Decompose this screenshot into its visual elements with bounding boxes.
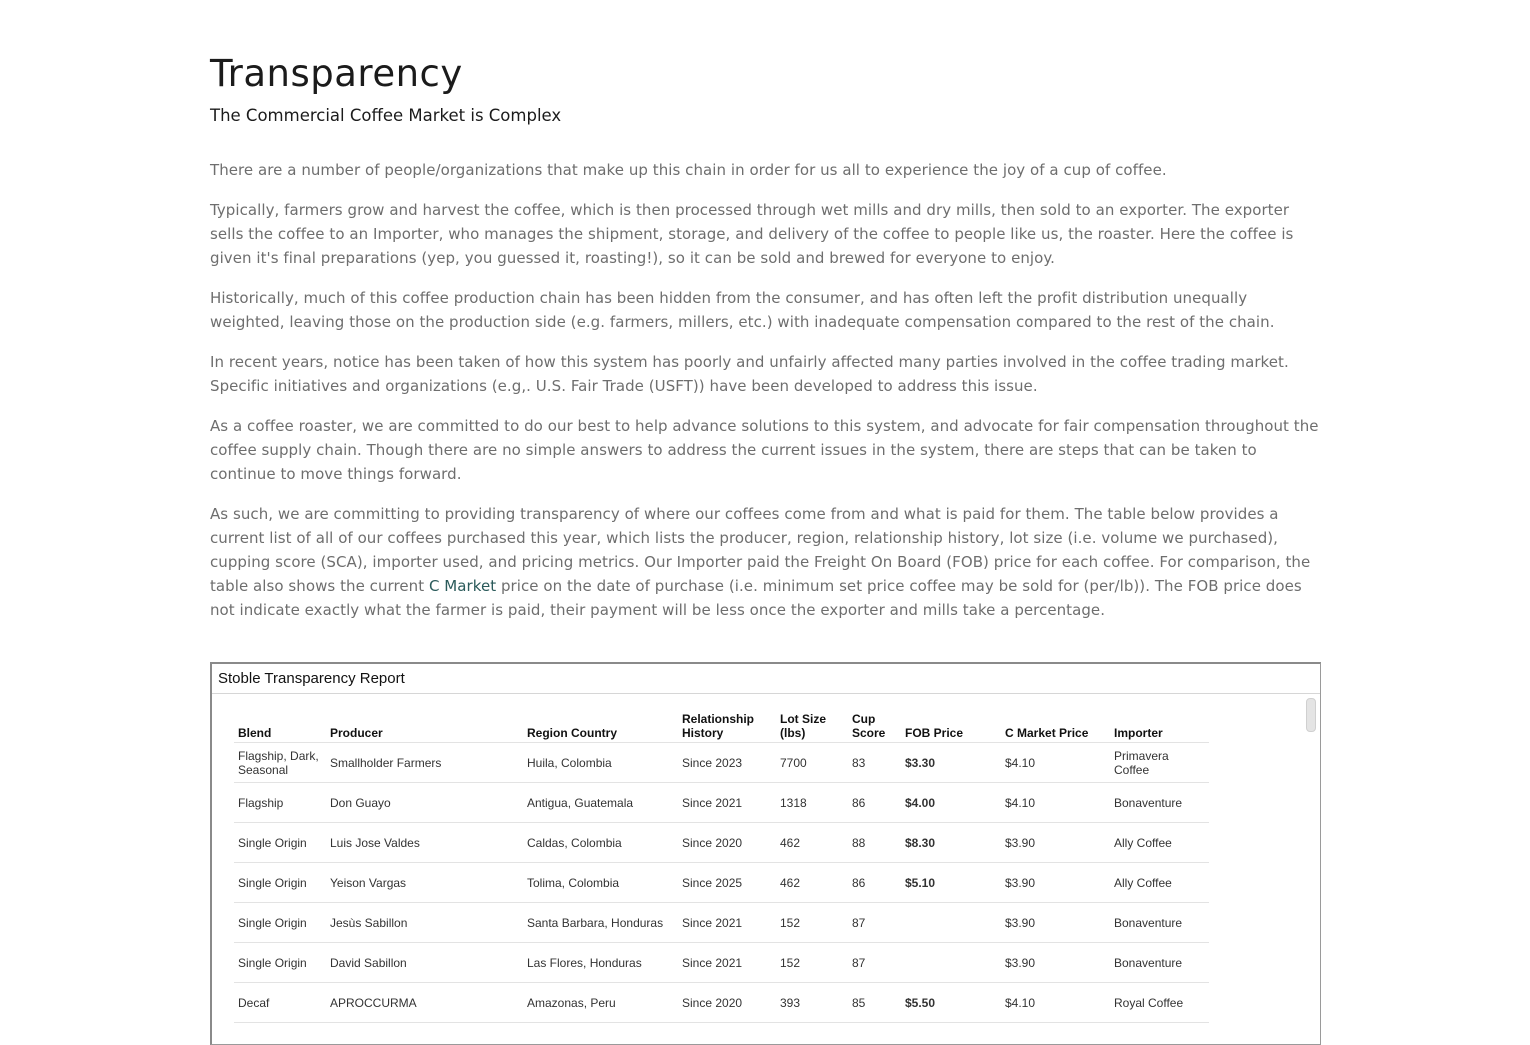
cell-c-market: $4.10 — [1001, 743, 1110, 783]
cell-cup-score: 87 — [848, 943, 901, 983]
table-row — [234, 983, 1209, 1023]
column-header-cup-score[interactable]: Cup Score — [848, 708, 901, 743]
cell-c-market: $3.90 — [1001, 943, 1110, 983]
cell-relationship: Since 2021 — [678, 783, 776, 823]
page-title: Transparency — [210, 52, 463, 95]
cell-region: Santa Barbara, Honduras — [523, 903, 678, 943]
table-row — [234, 823, 1209, 863]
column-header-region[interactable]: Region Country — [523, 708, 678, 743]
table-row — [234, 783, 1209, 823]
cell-c-market: $3.90 — [1001, 823, 1110, 863]
cell-cup-score: 86 — [848, 863, 901, 903]
paragraph-transparency-start: As such, we are committing to providing transparency of where our coffees come from and what is paid for them. The table below provides a current list of all of our coffees purchased this year, which lists the producer, region, relationship history, lot size (i.e. volume we purchased), cupping score (SCA), importer used, and pricing metrics. Our Importer paid the Freight On Board (FOB) price for each coffee. For comparison, the table also shows the current — [210, 505, 1311, 595]
table-row — [234, 943, 1209, 983]
cell-blend: Single Origin — [234, 903, 326, 943]
cell-region: Huila, Colombia — [523, 743, 678, 783]
cell-c-market: $3.90 — [1001, 903, 1110, 943]
cell-blend: Single Origin — [234, 863, 326, 903]
paragraph-transparency — [210, 502, 1322, 622]
cell-fob-price: $5.50 — [901, 983, 1001, 1023]
cell-importer: Ally Coffee — [1110, 863, 1209, 903]
cell-relationship: Since 2021 — [678, 943, 776, 983]
paragraph-supply-chain: There are a number of people/organizations that make up this chain in order for us all to experience the joy of a cup of coffee. — [210, 161, 1167, 179]
cell-relationship: Since 2021 — [678, 903, 776, 943]
cell-fob-price: $4.00 — [901, 783, 1001, 823]
cell-lot-size: 152 — [776, 943, 848, 983]
cell-region: Amazonas, Peru — [523, 983, 678, 1023]
cell-lot-size: 462 — [776, 823, 848, 863]
table-header-row — [234, 708, 1209, 743]
page-subtitle: The Commercial Coffee Market is Complex — [210, 106, 562, 125]
cell-importer: Bonaventure — [1110, 943, 1209, 983]
cell-producer: Smallholder Farmers — [326, 743, 523, 783]
cell-blend: Flagship — [234, 783, 326, 823]
column-header-fob-price[interactable]: FOB Price — [901, 708, 1001, 743]
cell-importer: Bonaventure — [1110, 903, 1209, 943]
transparency-report-embed[interactable] — [210, 662, 1321, 1045]
cell-cup-score: 85 — [848, 983, 901, 1023]
cell-producer: Yeison Vargas — [326, 863, 523, 903]
cell-blend: Single Origin — [234, 943, 326, 983]
cell-region: Tolima, Colombia — [523, 863, 678, 903]
paragraph-recent-years: In recent years, notice has been taken of how this system has poorly and unfairly affected many parties involved in the coffee trading market. Specific initiatives and organizations (e.g,. U.S. Fair Trade (USFT)) have been developed to address this issue. — [210, 353, 1289, 395]
cell-c-market: $4.10 — [1001, 783, 1110, 823]
table-row — [234, 743, 1209, 783]
cell-lot-size: 152 — [776, 903, 848, 943]
cell-producer: Jesùs Sabillon — [326, 903, 523, 943]
transparency-table — [234, 708, 1209, 1023]
cell-producer: Luis Jose Valdes — [326, 823, 523, 863]
cell-fob-price: $5.10 — [901, 863, 1001, 903]
cell-fob-price: $3.30 — [901, 743, 1001, 783]
cell-c-market: $4.10 — [1001, 983, 1110, 1023]
cell-lot-size: 393 — [776, 983, 848, 1023]
cell-fob-price — [901, 903, 1001, 943]
cell-producer: Don Guayo — [326, 783, 523, 823]
cell-cup-score: 87 — [848, 903, 901, 943]
paragraph-process: Typically, farmers grow and harvest the coffee, which is then processed through wet mills and dry mills, then sold to an exporter. The exporter sells the coffee to an Importer, who manages the shipment, storage, and delivery of the coffee to people like us, the roaster. Here the coffee is given it's final preparations (yep, you guessed it, roasting!), so it can be sold and brewed for everyone to enjoy. — [210, 201, 1294, 267]
cell-region: Antigua, Guatemala — [523, 783, 678, 823]
cell-importer: Ally Coffee — [1110, 823, 1209, 863]
column-header-blend[interactable]: Blend — [234, 708, 326, 743]
cell-importer: Primavera Coffee — [1110, 743, 1209, 783]
paragraph-history: Historically, much of this coffee production chain has been hidden from the consumer, and has often left the profit distribution unequally weighted, leaving those on the production side (e.g. farmers, millers, etc.) with inadequate compensation compared to the rest of the chain. — [210, 289, 1275, 331]
column-header-importer[interactable]: Importer — [1110, 708, 1209, 743]
cell-producer: APROCCURMA — [326, 983, 523, 1023]
cell-importer: Bonaventure — [1110, 783, 1209, 823]
table-row — [234, 863, 1209, 903]
report-title: Stoble Transparency Report — [212, 664, 1320, 694]
report-scrollbar[interactable] — [1306, 698, 1316, 732]
cell-lot-size: 7700 — [776, 743, 848, 783]
cell-blend: Single Origin — [234, 823, 326, 863]
cell-region: Caldas, Colombia — [523, 823, 678, 863]
cell-lot-size: 1318 — [776, 783, 848, 823]
column-header-lot-size[interactable]: Lot Size (lbs) — [776, 708, 848, 743]
cell-fob-price: $8.30 — [901, 823, 1001, 863]
cell-fob-price — [901, 943, 1001, 983]
cell-importer: Royal Coffee — [1110, 983, 1209, 1023]
cell-blend: Decaf — [234, 983, 326, 1023]
cell-region: Las Flores, Honduras — [523, 943, 678, 983]
cell-relationship: Since 2023 — [678, 743, 776, 783]
cell-c-market: $3.90 — [1001, 863, 1110, 903]
c-market-link[interactable]: C Market — [428, 577, 497, 595]
table-row — [234, 903, 1209, 943]
cell-lot-size: 462 — [776, 863, 848, 903]
paragraph-commitment: As a coffee roaster, we are committed to do our best to help advance solutions to this system, and advocate for fair compensation throughout the coffee supply chain. Though there are no simple answers to address the current issues in the system, there are steps that can be taken to continue to move things forward. — [210, 417, 1319, 483]
intro-paragraphs — [210, 158, 1322, 638]
column-header-c-market[interactable]: C Market Price — [1001, 708, 1110, 743]
cell-relationship: Since 2020 — [678, 823, 776, 863]
cell-relationship: Since 2025 — [678, 863, 776, 903]
cell-cup-score: 83 — [848, 743, 901, 783]
cell-relationship: Since 2020 — [678, 983, 776, 1023]
column-header-relationship[interactable]: Relationship History — [678, 708, 776, 743]
paragraph-transparency-end: price on the date of purchase (i.e. minimum set price coffee may be sold for (per/lb)). The FOB price does not indicate exactly what the farmer is paid, their payment will be less once the exporter and mills take a percentage. — [210, 577, 1302, 619]
cell-cup-score: 88 — [848, 823, 901, 863]
cell-producer: David Sabillon — [326, 943, 523, 983]
cell-cup-score: 86 — [848, 783, 901, 823]
column-header-producer[interactable]: Producer — [326, 708, 523, 743]
cell-blend: Flagship, Dark, Seasonal — [234, 743, 326, 783]
